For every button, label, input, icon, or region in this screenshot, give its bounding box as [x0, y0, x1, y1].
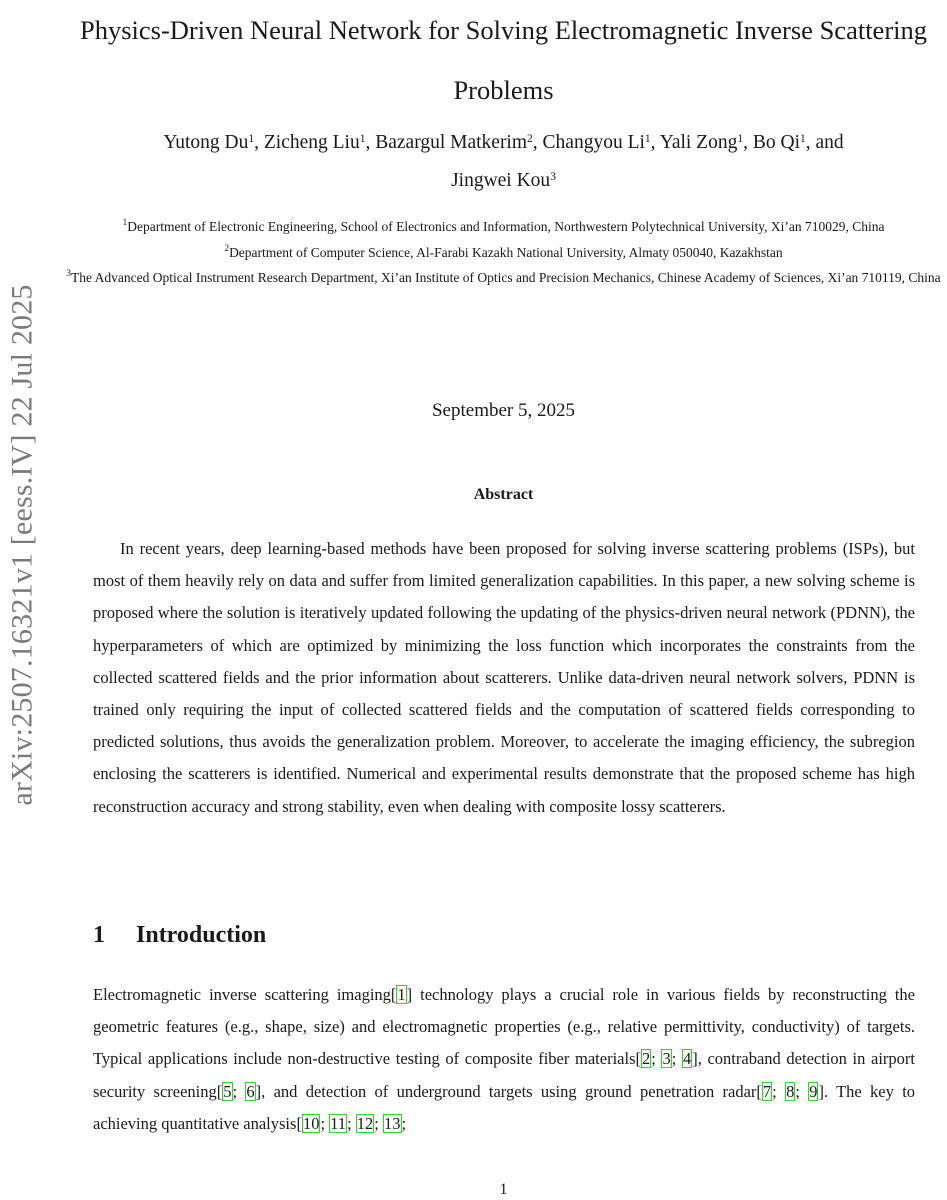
citation-link[interactable]: 4 — [682, 1049, 692, 1069]
intro-text: . The key to achieving quantitative analysis — [93, 1081, 916, 1133]
citation-link[interactable]: 1 — [397, 985, 406, 1004]
author-affiliation-mark: 1 — [800, 133, 806, 145]
affiliation-item — [60, 214, 947, 240]
author-name: Yutong Du — [163, 132, 249, 153]
affiliation-number: 2 — [224, 243, 230, 254]
intro-paragraph: Electromagnetic inverse scattering imaging[1] technology plays a crucial role in various fields by reconstructing the geometric features (e.g., shape, size) and electromagnetic properties (e.g., relative permittivity, conductivity) of targets. Typical applications include non-destructive testing of composite fiber materials[2; 3; 4], contraband detection in airport security screening[5; 6], and detection of underground targets using ground penetration radar[7; 8; 9]. The key to achieving quantitative analysis[10; 11; 12; 13; — [93, 985, 916, 1133]
intro-text: , and detection of underground targets using ground penetration radar — [261, 1081, 757, 1101]
author-separator: , — [532, 132, 543, 153]
abstract-body: In recent years, deep learning-based methods have been proposed for solving inverse scattering problems (ISPs), but most of them heavily rely on data and suffer from limited generalization capabilities. In this paper, a new solving scheme is proposed where the solution is iteratively updated following the updating of the physics-driven neural network (PDNN), the hyperparameters of which are optimized by minimizing the loss function which incorporates the constraints from the collected scattered fields and the prior information about scatterers. Unlike data-driven neural network solvers, PDNN is trained only requiring the input of collected scattered fields and the computation of scattered fields corresponding to predicted solutions, thus avoids the generalization problem. Moreover, to accelerate the imaging efficiency, the subregion enclosing the scatterers is identified. Numerical and experimental results demonstrate that the proposed scheme has high reconstruction accuracy and strong stability, even when dealing with composite lossy scatterers. — [93, 539, 915, 816]
citation-link[interactable]: 12 — [356, 1113, 374, 1133]
citation-link[interactable]: 8 — [786, 1081, 795, 1101]
affiliation-text: Department of Computer Science, Al-Farabi Kazakh National University, Almaty 050040, Kazakhstan — [229, 244, 783, 260]
citation-link[interactable]: 5 — [223, 1081, 232, 1101]
section-heading — [93, 922, 266, 949]
intro-text: , contraband detection in airport security screening — [93, 1049, 915, 1101]
author-separator: , — [650, 132, 660, 153]
affiliation-number: 3 — [66, 269, 72, 279]
citation-link[interactable]: 9 — [809, 1081, 818, 1101]
author-list — [60, 124, 947, 200]
author-separator: , and — [805, 132, 844, 153]
author-separator: , — [254, 132, 264, 153]
author-affiliation-mark: 1 — [737, 133, 744, 145]
author-affiliation-mark: 3 — [550, 171, 556, 183]
paper-date: September 5, 2025 — [431, 400, 575, 421]
author-separator: , — [365, 132, 376, 153]
author-name: Yali Zong — [659, 132, 738, 153]
author-name: Jingwei Kou — [451, 170, 551, 191]
affiliation-list — [60, 214, 947, 291]
citation-link[interactable]: 10 — [302, 1113, 320, 1133]
citation-link[interactable]: 2 — [642, 1049, 651, 1069]
author-name: Bo Qi — [752, 132, 800, 153]
paper-title: Physics-Driven Neural Network for Solving Electromagnetic Inverse Scattering Problems — [79, 15, 928, 105]
author-name: Zicheng Liu — [263, 132, 360, 153]
citation-link[interactable]: 11 — [330, 1113, 347, 1133]
author-name: Changyou Li — [542, 132, 645, 153]
arxiv-identifier: arXiv:2507.16321v1 [eess.IV] 22 Jul 2025 — [6, 284, 39, 806]
author-separator: , — [743, 132, 753, 153]
affiliation-text: The Advanced Optical Instrument Research Department, Xi’an Institute of Optics and Precision Mechanics, Chinese Academy of Sciences, Xi’an 710119, China — [71, 270, 941, 285]
intro-text: technology plays a crucial role in various fields by reconstructing the geometric features (e.g., shape, size) and electromagnetic properties (e.g., relative permittivity, conductivity) of targets. Typical applications include non-destructive testing of composite fiber materials — [93, 985, 915, 1069]
author-name: Bazargul Matkerim — [375, 132, 528, 153]
intro-text: Electromagnetic inverse scattering imaging — [93, 985, 391, 1004]
author-affiliation-mark: 1 — [359, 133, 366, 145]
author-affiliation-mark: 1 — [248, 133, 255, 145]
affiliation-number: 1 — [122, 218, 128, 228]
author-affiliation-mark: 2 — [527, 133, 533, 145]
citation-link[interactable]: 7 — [762, 1081, 772, 1101]
page-number: 1 — [499, 1181, 508, 1198]
affiliation-item — [60, 265, 947, 291]
citation-link[interactable]: 13 — [384, 1113, 401, 1133]
section-title: Introduction — [136, 922, 267, 948]
arxiv-identifier-stamp — [6, 200, 40, 890]
affiliation-text: Department of Electronic Engineering, School of Electronics and Information, Northwestern Polytechnical University, Xi’an 710029, China — [127, 219, 885, 234]
affiliation-item — [60, 240, 947, 266]
section-number: 1 — [93, 922, 105, 948]
abstract-heading: Abstract — [473, 486, 534, 503]
citation-link[interactable]: 6 — [246, 1081, 255, 1101]
author-affiliation-mark: 1 — [644, 133, 651, 145]
citation-link[interactable]: 3 — [662, 1049, 671, 1069]
